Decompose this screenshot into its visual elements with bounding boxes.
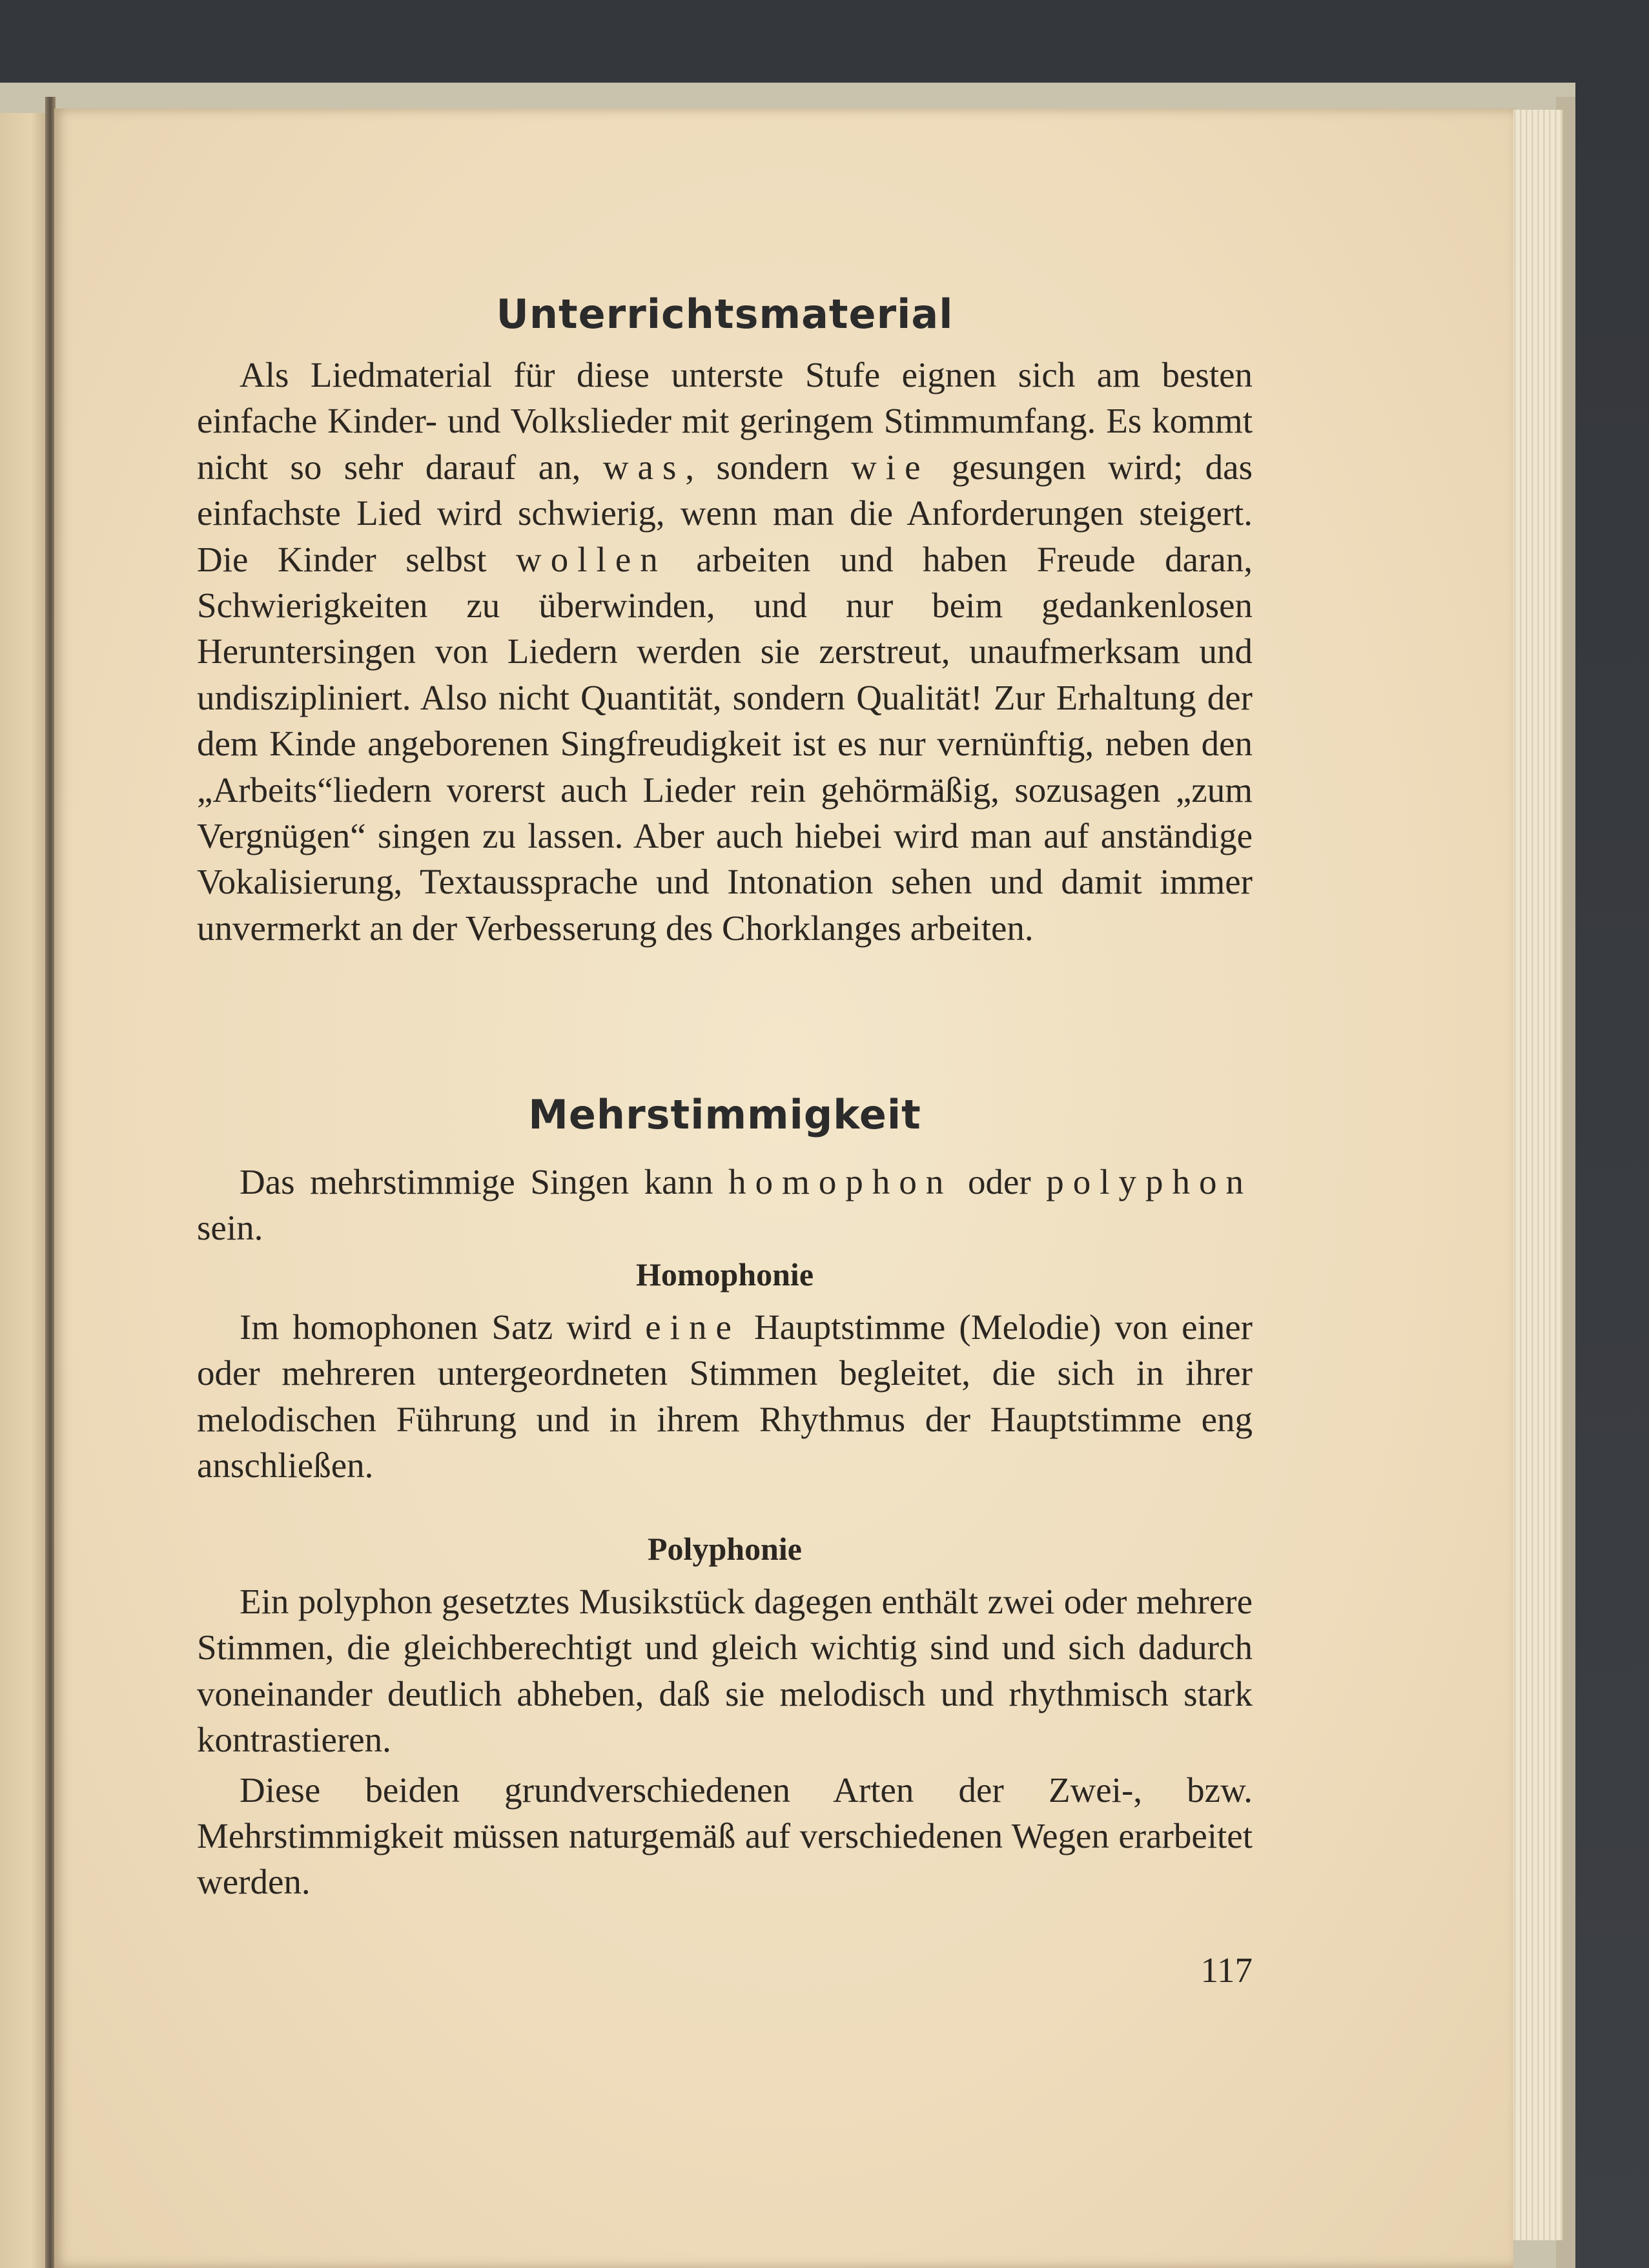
section-unterrichtsmaterial — [197, 352, 1253, 951]
text-run: gesungen wird; das einfachste Lied wird schwierig, wenn man die Anforderungen steigert. Die Kinder selbst — [197, 447, 1253, 579]
spaced-word-wollen: wollen — [516, 539, 667, 579]
paragraph-homophonie — [197, 1304, 1253, 1489]
section-mehrstimmigkeit — [197, 1159, 1253, 1251]
heading-polyphonie: Polyphonie — [648, 1531, 802, 1567]
page-number: 117 — [1200, 1950, 1253, 1990]
paragraph-polyphonie-1: Ein polyphon gesetztes Musikstück dagegen enthält zwei oder mehrere Stimmen, die gleichberechtigt und gleich wichtig sind und sich dadurch voneinander deutlich abheben, daß sie melodisch und rhythmisch stark kontrastieren. — [197, 1582, 1253, 1760]
heading-mehrstimmigkeit: Mehrstimmigkeit — [528, 1091, 921, 1138]
left-facing-page — [0, 113, 52, 2268]
spaced-word-polyphon: polyphon — [1046, 1162, 1253, 1201]
spaced-word-wie: wie — [851, 447, 930, 487]
text-run: Im homophonen Satz wird — [240, 1307, 646, 1347]
text-run: Das mehrstimmige Singen kann — [240, 1162, 729, 1201]
section-polyphonie — [197, 1578, 1253, 1905]
text-run: , sondern — [685, 447, 852, 487]
text-run: sein. — [197, 1208, 263, 1248]
section-homophonie — [197, 1304, 1253, 1489]
heading-unterrichtsmaterial: Unterrichtsmaterial — [496, 291, 954, 338]
spaced-word-eine: eine — [645, 1307, 741, 1347]
spaced-word-homophon: homophon — [728, 1162, 953, 1201]
text-run: oder — [952, 1162, 1047, 1201]
paragraph-mehrstimmigkeit — [197, 1159, 1253, 1251]
paragraph-unterrichtsmaterial — [197, 352, 1253, 951]
heading-homophonie: Homophonie — [635, 1256, 814, 1292]
text-run: Hauptstimme (Melodie) von einer oder mehreren untergeordneten Stimmen begleitet, die sich in ihrer melodischen Führung und in ihrem Rhythmus der Hauptstimme eng anschließen. — [197, 1307, 1253, 1486]
text-run: arbeiten und haben Freude daran, Schwierigkeiten zu überwinden, und nur beim gedankenlosen Heruntersingen von Liedern werden sie zerstreut, unaufmerksam und undiszipliniert. Also nicht Quantität, sondern Qualität! Zur Erhaltung der dem Kinde angeborenen Singfreudigkeit ist es nur vernünftig, neben den „Arbeits“liedern vorerst auch Lieder rein gehörmäßig, sozusagen „zum Vergnügen“ singen zu lassen. Aber auch hiebei wird man auf anständige Vokalisierung, Textaussprache und Intonation sehen und damit immer unvermerkt an der Verbesserung des Chorklanges arbeiten. — [197, 539, 1253, 948]
spaced-word-was: was — [602, 447, 686, 487]
paragraph-polyphonie-2: Diese beiden grundverschiedenen Arten der Zwei-, bzw. Mehrstimmigkeit müssen naturgemäß auf verschiedenen Wegen erarbeitet werden. — [197, 1770, 1253, 1902]
text-run: Als Liedmaterial für diese unterste Stufe eignen sich am besten einfache Kinder- und Volkslieder mit geringem Stimmumfang. Es kommt nicht so sehr darauf an, — [197, 355, 1253, 487]
